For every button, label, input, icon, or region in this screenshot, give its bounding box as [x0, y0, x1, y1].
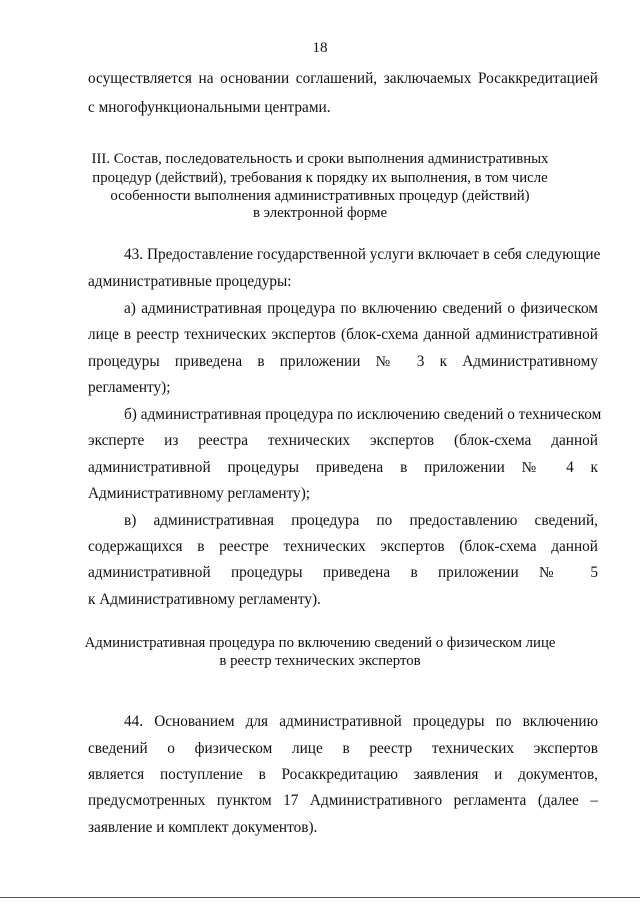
- item-b-line-4: Административному регламенту);: [88, 485, 311, 502]
- item-b-line-2: эксперте из реестра технических экспертов (блок-схема данной: [88, 432, 598, 449]
- item-b-line-1: б) административная процедура по исключению сведений о техническом: [124, 406, 602, 423]
- section-heading-line-1: III. Состав, последовательность и сроки выполнения административных: [91, 151, 549, 167]
- section-heading-line-2: процедур (действий), требования к порядку их выполнения, в том числе: [92, 170, 548, 186]
- para44-line-3: является поступление в Росаккредитацию заявления и документов,: [88, 766, 598, 783]
- para44-line-5: заявление и комплект документов).: [88, 819, 318, 836]
- para43-line-1: 43. Предоставление государственной услуги включает в себя следующие: [124, 246, 601, 263]
- subsection-heading-line-2: в реестр технических экспертов: [219, 653, 421, 669]
- item-a-line-3: процедуры приведена в приложении № 3 к Административному: [88, 353, 598, 370]
- item-v-line-2: содержащихся в реестре технических экспертов (блок-схема данной: [88, 538, 598, 555]
- item-b-line-3: административной процедуры приведена в приложении № 4 к: [88, 459, 598, 476]
- item-v-line-1: в) административная процедура по предоставлению сведений,: [124, 512, 598, 529]
- item-v-line-3: административной процедуры приведена в приложении № 5: [88, 564, 598, 581]
- para44-line-1: 44. Основанием для административной процедуры по включению: [124, 713, 598, 730]
- section-heading-line-3: особенности выполнения административных процедур (действий): [110, 188, 530, 204]
- item-a-line-4: регламенту);: [88, 379, 171, 396]
- para43-line-2: административные процедуры:: [88, 273, 292, 290]
- page-bottom-edge: [0, 897, 640, 898]
- intro-line-2: с многофункциональными центрами.: [88, 99, 331, 116]
- para44-line-2: сведений о физическом лице в реестр технических экспертов: [88, 740, 598, 757]
- item-a-line-1: а) административная процедура по включению сведений о физическом: [124, 300, 598, 317]
- section-heading-line-4: в электронной форме: [252, 205, 388, 221]
- intro-line-1: осуществляется на основании соглашений, заключаемых Росаккредитацией: [88, 70, 598, 87]
- subsection-heading-line-1: Административная процедура по включению сведений о физическом лице: [84, 635, 556, 651]
- item-v-line-4: к Административному регламенту).: [88, 591, 321, 608]
- para44-line-4: предусмотренных пунктом 17 Административного регламента (далее –: [88, 792, 598, 809]
- page-number: 18: [312, 40, 328, 56]
- item-a-line-2: лице в реестр технических экспертов (блок-схема данной административной: [88, 326, 598, 343]
